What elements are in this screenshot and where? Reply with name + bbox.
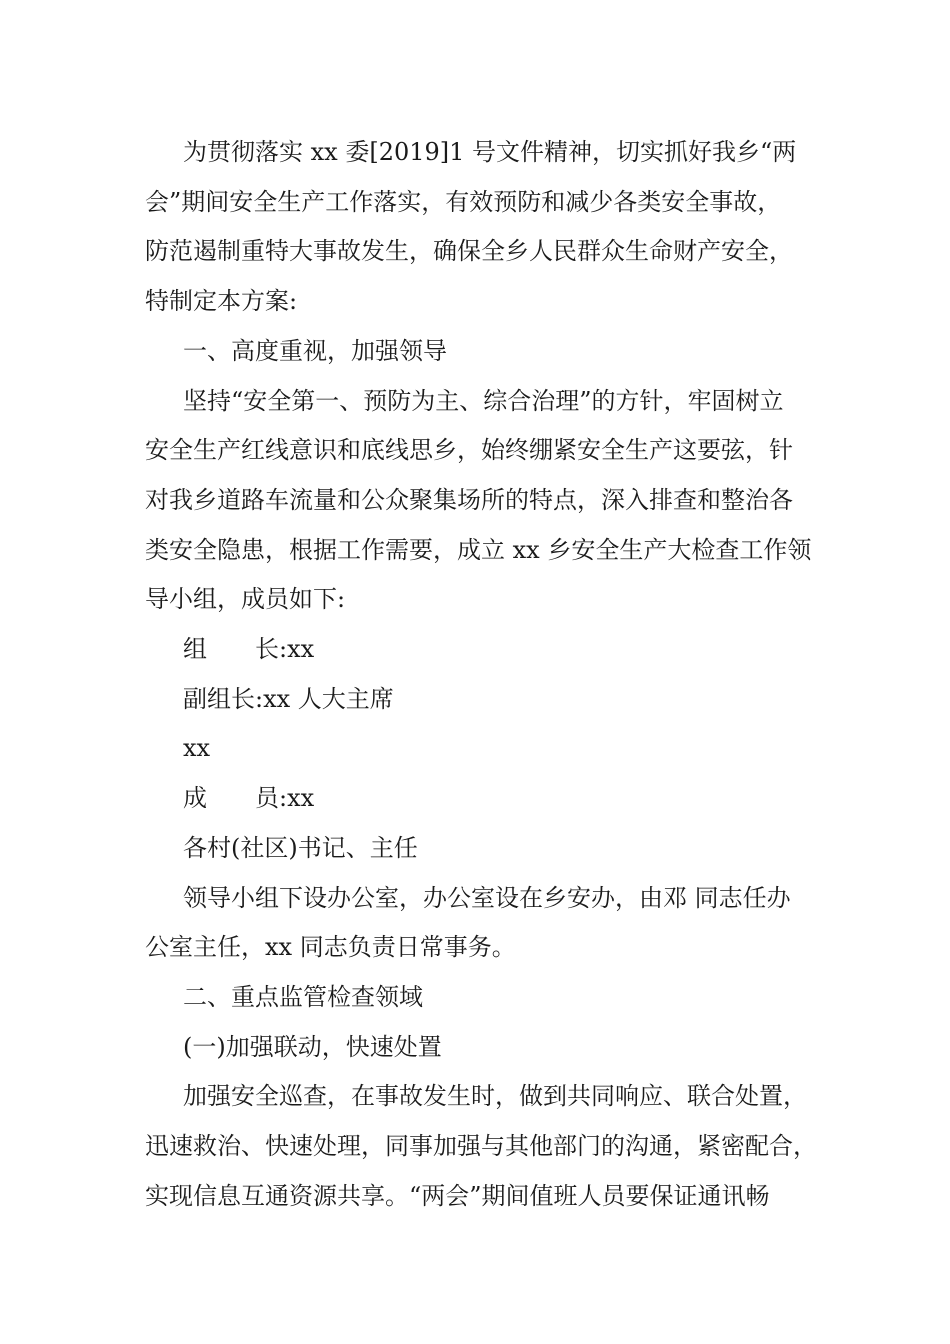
section-heading: 二、重点监管检查领域 [183, 982, 423, 1011]
subsection-heading: (一)加强联动，快速处置 [183, 1032, 442, 1061]
deputy-line-2: xx [183, 734, 211, 763]
body-line: 导小组，成员如下: [145, 585, 346, 614]
intro-line: 会”期间安全生产工作落实，有效预防和减少各类安全事故， [145, 187, 782, 216]
body-line: 对我乡道路车流量和公众聚集场所的特点，深入排查和整治各 [145, 485, 793, 514]
office-line: 领导小组下设办公室，办公室设在乡安办，由邓 同志任办 [183, 883, 791, 912]
body-line: 坚持“安全第一、预防为主、综合治理”的方针，牢固树立 [183, 386, 784, 415]
body-line: 实现信息互通资源共享。“两会”期间值班人员要保证通讯畅 [145, 1181, 770, 1210]
members-line: 成 员:xx [183, 784, 315, 813]
body-line: 安全生产红线意识和底线思乡，始终绷紧安全生产这要弦，针 [145, 436, 793, 465]
body-line: 迅速救治、快速处理，同事加强与其他部门的沟通，紧密配合， [145, 1132, 817, 1161]
deputy-line: 副组长:xx 人大主席 [183, 684, 394, 713]
leader-line: 组 长:xx [183, 635, 315, 664]
intro-line: 防范遏制重特大事故发生，确保全乡人民群众生命财产安全， [145, 237, 793, 266]
document-body [145, 128, 817, 1221]
body-line: 类安全隐患，根据工作需要，成立 xx 乡安全生产大检查工作领 [145, 535, 812, 564]
section-heading: 一、高度重视，加强领导 [183, 336, 447, 365]
intro-line: 特制定本方案: [145, 287, 298, 316]
body-line: 加强安全巡查，在事故发生时，做到共同响应、联合处置， [183, 1082, 807, 1111]
members-line-2: 各村(社区)书记、主任 [183, 833, 418, 862]
intro-line: 为贯彻落实 xx 委[2019]1 号文件精神，切实抓好我乡“两 [183, 138, 797, 166]
office-line: 公室主任，xx 同志负责日常事务。 [145, 933, 516, 962]
